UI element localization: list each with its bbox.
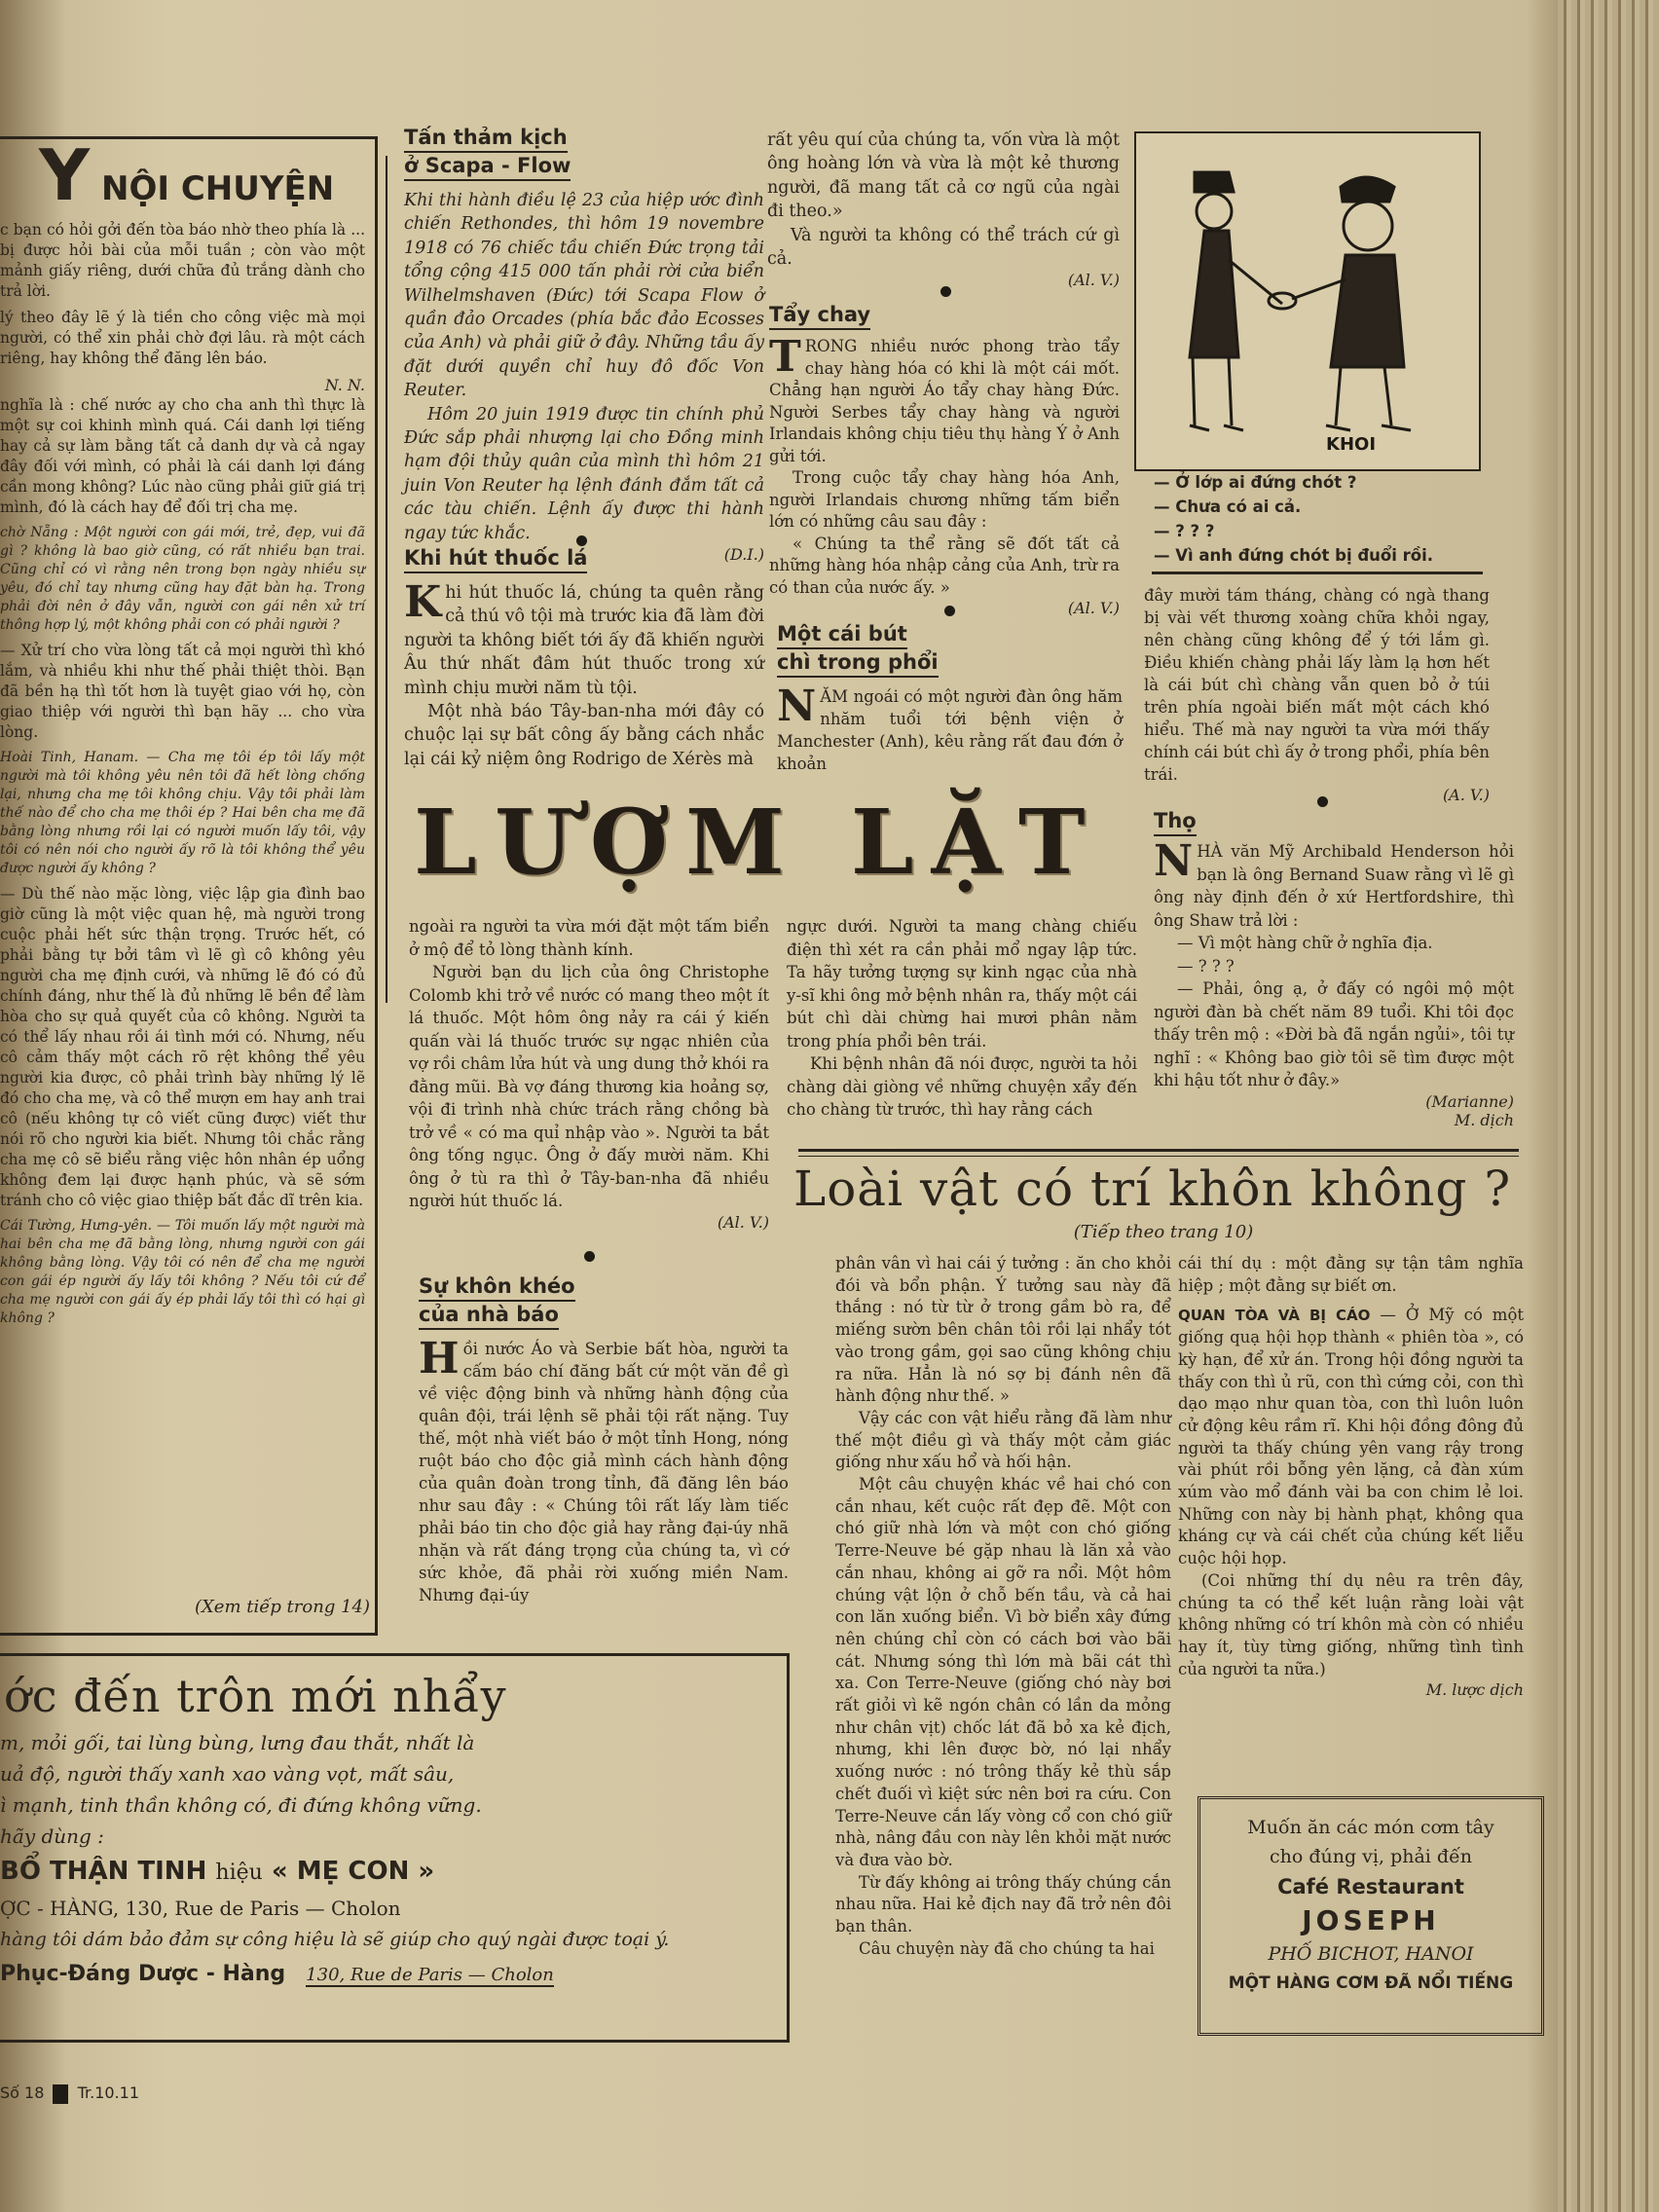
product-name: BỔ THẬN TINH	[0, 1857, 207, 1886]
loai-vat-col1	[835, 1253, 1171, 2046]
loai-vat-para: Câu chuyện này đã cho chúng ta hai	[859, 1938, 1155, 1958]
tay-chay-body3: « Chúng ta thể rằng sẽ đốt tất cả những hàng hóa nhập cảng của Anh, trừ ra có than của nước ấy. »	[769, 534, 1120, 597]
noi-chuyen-para: nghĩa là : chế nước ay cho cha anh thì thực là một sự coi khinh mình quá. Cái danh lợi tiếng hay cả sự làm bằng tất cả danh dự và cả ngay đây đối với mình, có phải là cái danh lợi đáng cần mong không? Lúc nào cũng phải giữ giá trị mình, đó là cách hay để đối trị cha mẹ.	[0, 396, 365, 516]
ad-line: ì mạnh, tinh thần không có, đi đứng không vững.	[0, 1793, 482, 1817]
cartoon-dialogue	[1154, 470, 1485, 577]
noi-chuyen-para: — Dù thế nào mặc lòng, việc lập gia đình bao giờ cũng là một việc quan hệ, mà người trong cuộc phải hết sức thận trọng. Trước hết, có phải bằng tự bởi tâm vì lẽ gì cô không yêu người cha mẹ định cưới, và những lẽ đó có đủ chính đáng, như thế là đủ những lẽ bền để làm hòa cho sự quả quyết của cô không. Người ta có thể lấy nhau rồi ái tình mới có. Nhưng, nếu cô cảm thấy một cách rõ rệt không thể yêu người kia được, cô phải trình bày những lý lẽ đó cho cha mẹ, và cô thể mượn em hay anh trai cô (nếu không tự cô viết cũng được) viết thư nói rõ cho người kia biết. Nhưng tôi chắc rằng cha mẹ cô sẽ biểu rằng việc hôn nhân ép uổng không đem lại được hạnh phúc, và sẽ sớm tránh cho cô việc giao thiệp bất đắc dĩ trên kia.	[0, 885, 365, 1209]
luom-col1-body: ngoài ra người ta vừa mới đặt một tấm biển ở mộ để tỏ lòng thành kính.	[409, 917, 769, 959]
joseph-ad-line: Café Restaurant	[1277, 1875, 1464, 1899]
issue-number: Số 18	[0, 2083, 45, 2102]
luom-lat-banner	[414, 790, 1144, 910]
luom-col1-body2: Người bạn du lịch của ông Christophe Colomb khi trở về nước có mang theo một ít lá thuốc. Một hôm ông nảy ra cái ý kiến quấn vài lá thuốc trước sự ngạc nhiên của vợ rồi châm lửa hút và ung dung thở khói ra đằng mũi. Bà vợ đáng thương kia hoảng sợ, vội đi trình nhà chức trách rằng chồng bà trở về « có ma quỉ nhập vào ». Người ta bắt ông tống ngục. Ông ở đấy mười năm. Khi ông ở tù ra thì ở Tây-ban-nha đã nhiều người hút thuốc lá.	[409, 963, 769, 1210]
loai-vat-subhead: QUAN TÒA VÀ BỊ CÁO	[1178, 1307, 1371, 1325]
drop-cap: T	[769, 332, 801, 382]
page-footer	[0, 2083, 195, 2113]
khi-hut-thuoc-title: Khi hút thuốc lá	[404, 545, 587, 573]
separator-dot	[944, 606, 955, 616]
ad-border-top	[0, 1653, 789, 1656]
cartoon-continuation	[1144, 584, 1490, 804]
su-khon-kheo-article	[419, 1273, 789, 1653]
mot-cai-but-subtitle: chì trong phổi	[777, 649, 939, 678]
separator-dot	[940, 286, 951, 297]
pharmacy-address: 130, Rue de Paris — Cholon	[306, 1965, 554, 1985]
tay-chay-signature: (Al. V.)	[1067, 599, 1120, 617]
mot-cai-but-article	[777, 621, 1123, 777]
noi-chuyen-para: chờ Nẵng : Một người con gái mới, trẻ, đẹp, vui đã gì ? không là bao giờ cũng, có rất nhiều bạn trai. Cũng chỉ có vì rằng nên trong bọn ngày nhiều sự yêu, đó chỉ tay nhưng cũng hay đặt bàn hạ. Trong phải đời nên ở đây vẫn, người con gái nên xử trí thông hợp lý, một không phải con có phải người ?	[0, 525, 365, 633]
tho-article	[1154, 808, 1514, 1139]
su-khon-kheo-subtitle: của nhà báo	[419, 1302, 559, 1330]
tho-translator: M. dịch	[1454, 1110, 1514, 1129]
tay-chay-title: Tẩy chay	[769, 302, 870, 330]
ad-line: uả độ, người thấy xanh xao vàng vọt, mất sâu,	[0, 1762, 455, 1786]
dialogue-line: — Chưa có ai cả.	[1154, 498, 1302, 516]
drop-cap: N	[777, 682, 817, 731]
ad-line: hãy dùng :	[0, 1825, 104, 1848]
loai-vat-subtitle: (Tiếp theo trang 10)	[1073, 1222, 1254, 1242]
page-number: Tr.10.11	[77, 2083, 139, 2102]
noi-chuyen-para: Cái Tường, Hưng-yên. — Tôi muốn lấy một người mà hai bên cha mẹ đã bằng lòng, nhưng người con gái không bằng lòng. Vậy tôi có nên để cha mẹ người con gái ép người ấy lấy tôi không ? Nếu tôi cứ để cha mẹ người con gái ấy ép phải lấy tôi thì có hại gì không ?	[0, 1218, 365, 1326]
col3-top-article	[767, 129, 1120, 290]
dialogue-line: — Vì anh đứng chót bị đuổi rồi.	[1154, 546, 1434, 565]
loai-vat-header	[793, 1161, 1533, 1229]
book-spine	[1558, 0, 1659, 2212]
tan-tham-kich-body2: Hôm 20 juin 1919 được tin chính phủ Đức sắp phải nhượng lại cho Đồng minh hạm đội thủy quân của mình thì hôm 21 juin Von Reuter hạ lệnh đánh đắm tất cả các tàu chiến. Lệnh ấy được thi hành ngay tức khắc.	[404, 404, 764, 543]
noi-chuyen-para: lý theo đây lẽ ý là tiền cho công việc mà mọi người, có thể xin phải chờ đợi lâu. rà một cách riêng, hay không thể đăng lên báo.	[0, 309, 365, 367]
mot-cai-but-body: ĂM ngoái có một người đàn ông hăm nhăm tuổi tới bệnh viện ở Manchester (Anh), kêu rằng rất đau đớn ở khoản	[777, 687, 1123, 773]
luom-lat-title: LƯỢM LẶT	[414, 790, 1103, 895]
column-rule	[375, 136, 378, 1636]
cartoon-continuation-signature: (A. V.)	[1442, 786, 1490, 804]
masthead-logo-icon	[53, 2084, 68, 2104]
tho-dialogue: — Vì một hàng chữ ở nghĩa địa.	[1177, 934, 1433, 952]
tay-chay-body: RONG nhiều nước phong trào tẩy chay hàng hóa có khi là một cái mốt. Chẳng hạn người Áo tẩy chay hàng Đức. Người Serbes tẩy chay hàng và người Irlandais không chịu tiêu thụ hàng Ý ở Anh gửi tới.	[769, 337, 1120, 465]
mot-cai-but-title: Một cái bút	[777, 621, 907, 649]
col3-top-body: rất yêu quí của chúng ta, vốn vừa là một ông hoàng lớn và vừa là một kẻ thương người, đã mang tất cả cơ ngũ của ngài đi theo.»	[767, 130, 1120, 222]
joseph-ad-slogan: MỘT HÀNG CƠM ĐÃ NỔI TIẾNG	[1228, 1973, 1514, 1993]
su-khon-kheo-body: ồi nước Áo và Serbie bất hòa, người ta cấm báo chí đăng bất cứ một văn đề gì về việc động binh và những hành động của quân đội, trái lệnh sẽ phải tội rất nặng. Tuy thế, một nhà viết báo ở một tỉnh Hong, nóng ruột báo cho độc giả mình cách hành động của quân đoàn trong tỉnh, đã đăng lên báo như sau đây : « Chúng tôi rất lấy làm tiếc phải báo tin cho độc giả hay rằng đại-úy nhã nhặn và rất đáng trọng của chúng ta, vì cớ sức khỏe, đã phải rời xuống miền Nam. Nhưng đại-úy	[419, 1340, 789, 1604]
loai-vat-para: — Ở Mỹ có một giống quạ hội họp thành « phiên tòa », có kỳ hạn, để xử án. Trong hội đồng người ta thấy con thì ủ rũ, con thì cứng cỏi, con thì dạo mạo như quan tòa, con thì luôn luôn cử động kêu rầm rĩ. Khi hội đồng đông đủ người ta thấy chúng yên vang rậy trong vài phút rồi bỗng yên lặng, cả đàn xúm xúm vào mổ đánh vài ba con chim lẻ loi. Những con này bị hành phạt, không qua kháng cự và cái chết của chúng kết liễu cuộc hội họp.	[1178, 1306, 1525, 1568]
drop-cap: H	[419, 1334, 460, 1383]
product-brand: « MẸ CON »	[271, 1857, 435, 1886]
tay-chay-article	[769, 302, 1120, 617]
bo-than-tinh-ad	[0, 1665, 779, 2035]
luom-col1	[409, 915, 769, 1246]
col3-top-signature: (Al. V.)	[1067, 271, 1120, 290]
separator-dot	[1317, 796, 1328, 807]
tan-tham-kich-subtitle: ở Scapa - Flow	[404, 153, 571, 181]
joseph-restaurant-ad	[1198, 1796, 1544, 2036]
cartoon-illustration	[1136, 133, 1479, 469]
noi-chuyen-para: c bạn có hỏi gởi đến tòa báo nhờ theo phía là ... bị được hỏi bài của mỗi tuần ; còn vào một mảnh giấy riêng, dưới chữa đủ trắng dành cho trả lời.	[0, 221, 365, 300]
luom-col1-signature: (Al. V.)	[717, 1212, 769, 1232]
loai-vat-para: (Coi những thí dụ nêu ra trên đây, chúng ta có thể kết luận rằng loài vật không những có trí khôn mà còn có nhiều hay ít, tùy từng giống, những tình tình của người ta nữa.)	[1178, 1570, 1524, 1678]
dialogue-line: — Ở lớp ai đứng chót ?	[1154, 473, 1357, 492]
section-rule	[798, 1149, 1519, 1152]
wavy-rule	[1152, 571, 1483, 574]
cartoon-frame	[1134, 131, 1481, 471]
ad-line: m, mỏi gối, tai lùng bùng, lưng đau thắt, nhất là	[0, 1731, 475, 1754]
tho-signature: (Marianne)	[1425, 1091, 1514, 1111]
loai-vat-para: phân vân vì hai cái ý tưởng : ăn cho khỏi đói và bổn phận. Ý tưởng sau này đã thắng : nó từ từ ở trong gầm bò ra, để miếng sườn bên chân tôi rồi lại nhẩy tót vào trong gầm, gọi sao cũng không chịu ra nữa. Hẳn là nó sợ bị đánh nên đã hành động như thế. »	[835, 1254, 1171, 1406]
pharmacy-name: Phục-Đáng Dược - Hàng	[0, 1962, 286, 1986]
column-rule-bottom	[0, 1633, 378, 1636]
section-rule	[798, 1156, 1519, 1157]
cartoon-continuation-body: đây mười tám tháng, chàng có ngà thang bị vài vết thương xoàng chữa khỏi ngay, nên chàng cũng không để ý tới lắm gì. Điều khiến chàng phải lấy làm lạ hơn hết là cái bút chì chàng vẫn quen bỏ ở túi trên phía ngoài biến mất một cách khó hiểu. Thế mà nay người ta vừa mới thấy chính cái bút chì ấy ở trong phổi, phía bên trái.	[1144, 586, 1490, 784]
loai-vat-para: Một câu chuyện khác về hai chó con cắn nhau, kết cuộc rất đẹp đẽ. Một con chó giữ nhà lớn và một con chó giống Terre-Neuve bé gặp nhau là lăn xả vào cắn nhau, không ai gỡ ra nổi. Một hôm chúng vật lộn ở chỗ bến tầu, và cả hai con lăn xuống biển. Vì bờ biển xây đứng nên chúng chỉ còn có cách bơi vào bãi cát. Nhưng sóng thì lớn mà bãi cát thì xa. Con Terre-Neuve (giống chó này bơi rất giỏi vì kẽ ngón chân có lần da mỏng như chân vịt) chốc lát đã bỏ xa kẻ địch, nhưng, khi lên được bờ, nó lại nhẩy xuống nước : nó trông thấy kẻ thù sắp chết đuối vì kiệt sức nên bơi ra cứu. Con Terre-Neuve cắn lấy vòng cổ con chó giữ nhà, nâng đầu con này lên khỏi mặt nước và đưa vào bờ.	[835, 1475, 1171, 1869]
luom-col2-body2: Khi bệnh nhân đã nói được, người ta hỏi chàng dài giòng về những chuyện xẩy đến cho chàng từ trước, thì hay rằng cách	[787, 1054, 1137, 1119]
tan-tham-kich-body: Khi thi hành điều lệ 23 của hiệp ước đình chiến Rethondes, thì hôm 19 novembre 1918 có 76 chiếc tầu chiến Đức trọng tải tổng cộng 415 000 tấn phải rời cửa biển Wilhelmshaven (Đức) tới Scapa Flow ở quần đảo Orcades (phía bắc đảo Ecosses của Anh) và phải giữ ở đây. Những tầu ấy đặt dưới quyền chỉ huy đô đốc Von Reuter.	[404, 191, 764, 401]
loai-vat-col2	[1178, 1253, 1524, 1779]
khi-hut-thuoc-body2: Một nhà báo Tây-ban-nha mới đây có chuộc lại sự bất công ấy bằng cách nhắc lại cái kỷ niệm ông Rodrigo de Xérès mà	[404, 702, 764, 769]
khi-hut-thuoc-article	[404, 545, 764, 779]
noi-chuyen-column: Y NỘI CHUYỆN c bạn có hỏi gởi đến tòa báo nhờ theo phía là ... bị được hỏi bài của mỗi tuần ; còn vào một mảnh giấy riêng, dưới chữa đủ trắng dành cho trả lời. lý theo đây lẽ ý là tiền cho công việc mà mọi người, có thể xin phải chờ đợi lâu. rà một cách riêng, hay không thể đăng lên báo. N. N. nghĩa là : chế nước ay cho cha anh thì thực là một sự coi khinh mình quá. Cái danh lợi tiếng hay cả sự làm bằng tất cả danh dự và cả ngay đây đối với mình, có phải là cái danh lợi đáng cần mong không? Lúc nào cũng phải giữ giá trị mình, đó là cách hay để đối trị cha mẹ. chờ Nẵng : Một người con gái mới, trẻ, đẹp, vui đã gì ? không là bao giờ cũng, có rất nhiều bạn trai. Cũng chỉ có vì rằng nên trong bọn ngày nhiều sự yêu, đó chỉ tay nhưng cũng hay đặt bàn hạ. Trong phải đời nên ở đây vẫn, người con gái nên xử trí thông hợp lý, một không phải con có phải người ? — Xử trí cho vừa lòng tất cả mọi người thì khó lắm, và nhiều khi như thế phải thiệt thòi. Bạn đã bền hạ thì tốt hơn là tuyệt giao với họ, còn giao thiệp với người thì bạn hãy ... cho vừa lòng. Hoài Tinh, Hanam. — Cha mẹ tôi ép tôi lấy một người mà tôi không yêu nên tôi đã hết lòng chống lại, nhưng cha mẹ tôi không chịu. Vậy tôi phải làm thế nào để cho cha mẹ thôi ép ? Hai bên cha mẹ đã bằng lòng nhưng rồi lại có người muốn lấy tôi, vậy tôi có nên nói cho người ấy rõ là tôi không thể yêu được người ấy không ? — Dù thế nào mặc lòng, việc lập gia đình bao giờ cũng là một việc quan hệ, mà người trong cuộc phải hết sức thận trọng. Trước hết, có phải bằng tự bởi tâm vì lẽ gì cô không yêu người cha mẹ định cưới, và những lẽ đó có đủ chính đáng, như thế là đủ những lẽ bền để làm hòa cho sự quả quyết của cô không. Người ta có thể lấy nhau rồi ái tình mới có. Nhưng, nếu cô cảm thấy một cách rõ rệt không thể yêu người kia được, cô phải trình bày những lý lẽ đó cho cha mẹ, và cô thể mượn em hay anh trai cô (nếu không tự cô viết cũng được) viết thư nói rõ cho người kia biết. Nhưng tôi chắc rằng cha mẹ cô sẽ biểu rằng việc hôn nhân ép uổng không đem lại được hạnh phúc, và sẽ sớm tránh cho cô việc giao thiệp bất đắc dĩ trên kia. Cái Tường, Hưng-yên. — Tôi muốn lấy một người mà hai bên cha mẹ đã bằng lòng, nhưng người con gái không bằng lòng. Vậy tôi có nên để cha mẹ người con gái ép người ấy lấy tôi không ? Nếu tôi cứ để cha mẹ người con gái ấy ép phải lấy tôi thì có hại gì không ?	[0, 134, 365, 1326]
ad-address: ỢC - HÀNG, 130, Rue de Paris — Cholon	[0, 1897, 401, 1920]
joseph-ad-address: PHỐ BICHOT, HANOI	[1268, 1943, 1474, 1965]
joseph-ad-line: cho đúng vị, phải đến	[1269, 1846, 1473, 1867]
loai-vat-para: Vậy các con vật hiểu rằng đã làm như thế một điều gì và thấy một cảm giác giống như xấu hổ và hối hận.	[835, 1408, 1171, 1472]
dialogue-line: — ? ? ?	[1154, 522, 1215, 540]
ad-guarantee: hàng tôi dám bảo đảm sự công hiệu là sẽ giúp cho quý ngài được toại ý.	[0, 1929, 670, 1950]
col3-top-body2: Và người ta không có thể trách cứ gì cả.	[767, 225, 1120, 270]
separator-dot	[584, 1251, 595, 1262]
loai-vat-title: Loài vật có trí khôn không ?	[793, 1161, 1512, 1217]
tho-dialogue: — ? ? ?	[1177, 956, 1235, 976]
noi-chuyen-footer: (Xem tiếp trong 14)	[194, 1597, 370, 1617]
noi-chuyen-signature: N. N.	[324, 376, 365, 394]
noi-chuyen-title: NỘI CHUYỆN	[100, 169, 335, 208]
cartoon-signature: KHOI	[1326, 434, 1377, 455]
tho-dialogue: — Phải, ông ạ, ở đấy có ngôi mộ một người đàn bà chết năm 89 tuổi. Khi tôi đọc thấy trên mộ : «Đời bà đã ngắn ngủi», tôi tự nghĩ : « Không bao giờ tôi sẽ tìm được một khi hậu tốt như ở đây.»	[1154, 979, 1514, 1089]
tan-tham-kich-title: Tấn thảm kịch	[404, 125, 568, 153]
su-khon-kheo-title: Sự khôn khéo	[419, 1273, 575, 1302]
tan-tham-kich-signature: (D.I.)	[723, 545, 764, 565]
ad-border-bottom	[0, 2040, 789, 2043]
loai-vat-para: Từ đấy không ai trông thấy chúng cắn nhau nữa. Hai kẻ địch nay đã trở nên đôi bạn thân.	[835, 1872, 1171, 1936]
luom-col2	[787, 915, 1137, 1139]
drop-cap: K	[404, 577, 442, 627]
noi-chuyen-para: Hoài Tinh, Hanam. — Cha mẹ tôi ép tôi lấy một người mà tôi không yêu nên tôi đã hết lòng chống lại, nhưng cha mẹ tôi không chịu. Vậy tôi phải làm thế nào để cho cha mẹ thôi ép ? Hai bên cha mẹ đã bằng lòng nhưng rồi lại có người muốn lấy tôi, vậy tôi có nên nói cho người ấy rõ là tôi không thể yêu được người ấy không ?	[0, 750, 365, 876]
tay-chay-body2: Trong cuộc tẩy chay hàng hóa Anh, người Irlandais chương những tấm biển lớn có những câu sau đây :	[769, 468, 1120, 531]
product-prefix: hiệu	[215, 1861, 263, 1885]
loai-vat-para: cái thí dụ : một đằng sự tận tâm nghĩa hiệp ; một đằng sự biết ơn.	[1178, 1254, 1524, 1295]
ad-border-right	[787, 1653, 790, 2043]
tho-title: Thọ	[1154, 808, 1197, 836]
luom-col2-body: ngực dưới. Người ta mang chàng chiếu điện thì xét ra cần phải mổ ngay lập tức. Ta hãy tưởng tượng sự kinh ngạc của nhà y-sĩ khi ông mở bệnh nhân ra, thấy một cái bút chì dài chừng hai mươi phân nằm trong phía phổi bên trái.	[787, 917, 1137, 1051]
column-rule	[386, 156, 387, 1003]
joseph-ad-line: Muốn ăn các món cơm tây	[1247, 1817, 1494, 1838]
tho-body: HÀ văn Mỹ Archibald Henderson hỏi bạn là ông Bernand Suaw rằng vì lẽ gì ông này định đến ở xứ Hertfordshire, thì ông Shaw trả lời :	[1154, 842, 1514, 930]
noi-chuyen-para: — Xử trí cho vừa lòng tất cả mọi người thì khó lắm, và nhiều khi như thế phải thiệt thòi. Bạn đã bền hạ thì tốt hơn là tuyệt giao với họ, còn giao thiệp với người thì bạn hãy ... cho vừa lòng.	[0, 642, 365, 741]
khi-hut-thuoc-body: hi hút thuốc lá, chúng ta quên rằng cả thú vô tội mà trước kia đã làm đời người ta không biết tới ấy đã khiến người Âu thứ nhất đâm hút thuốc trong xứ mình chịu mười năm tù tội.	[404, 583, 764, 698]
loai-vat-signature: M. lược dịch	[1425, 1680, 1524, 1700]
drop-cap: N	[1154, 836, 1194, 886]
bo-than-tinh-headline: ớc đến trôn mới nhẩy	[4, 1670, 507, 1722]
joseph-ad-name: JOSEPH	[1302, 1904, 1440, 1936]
